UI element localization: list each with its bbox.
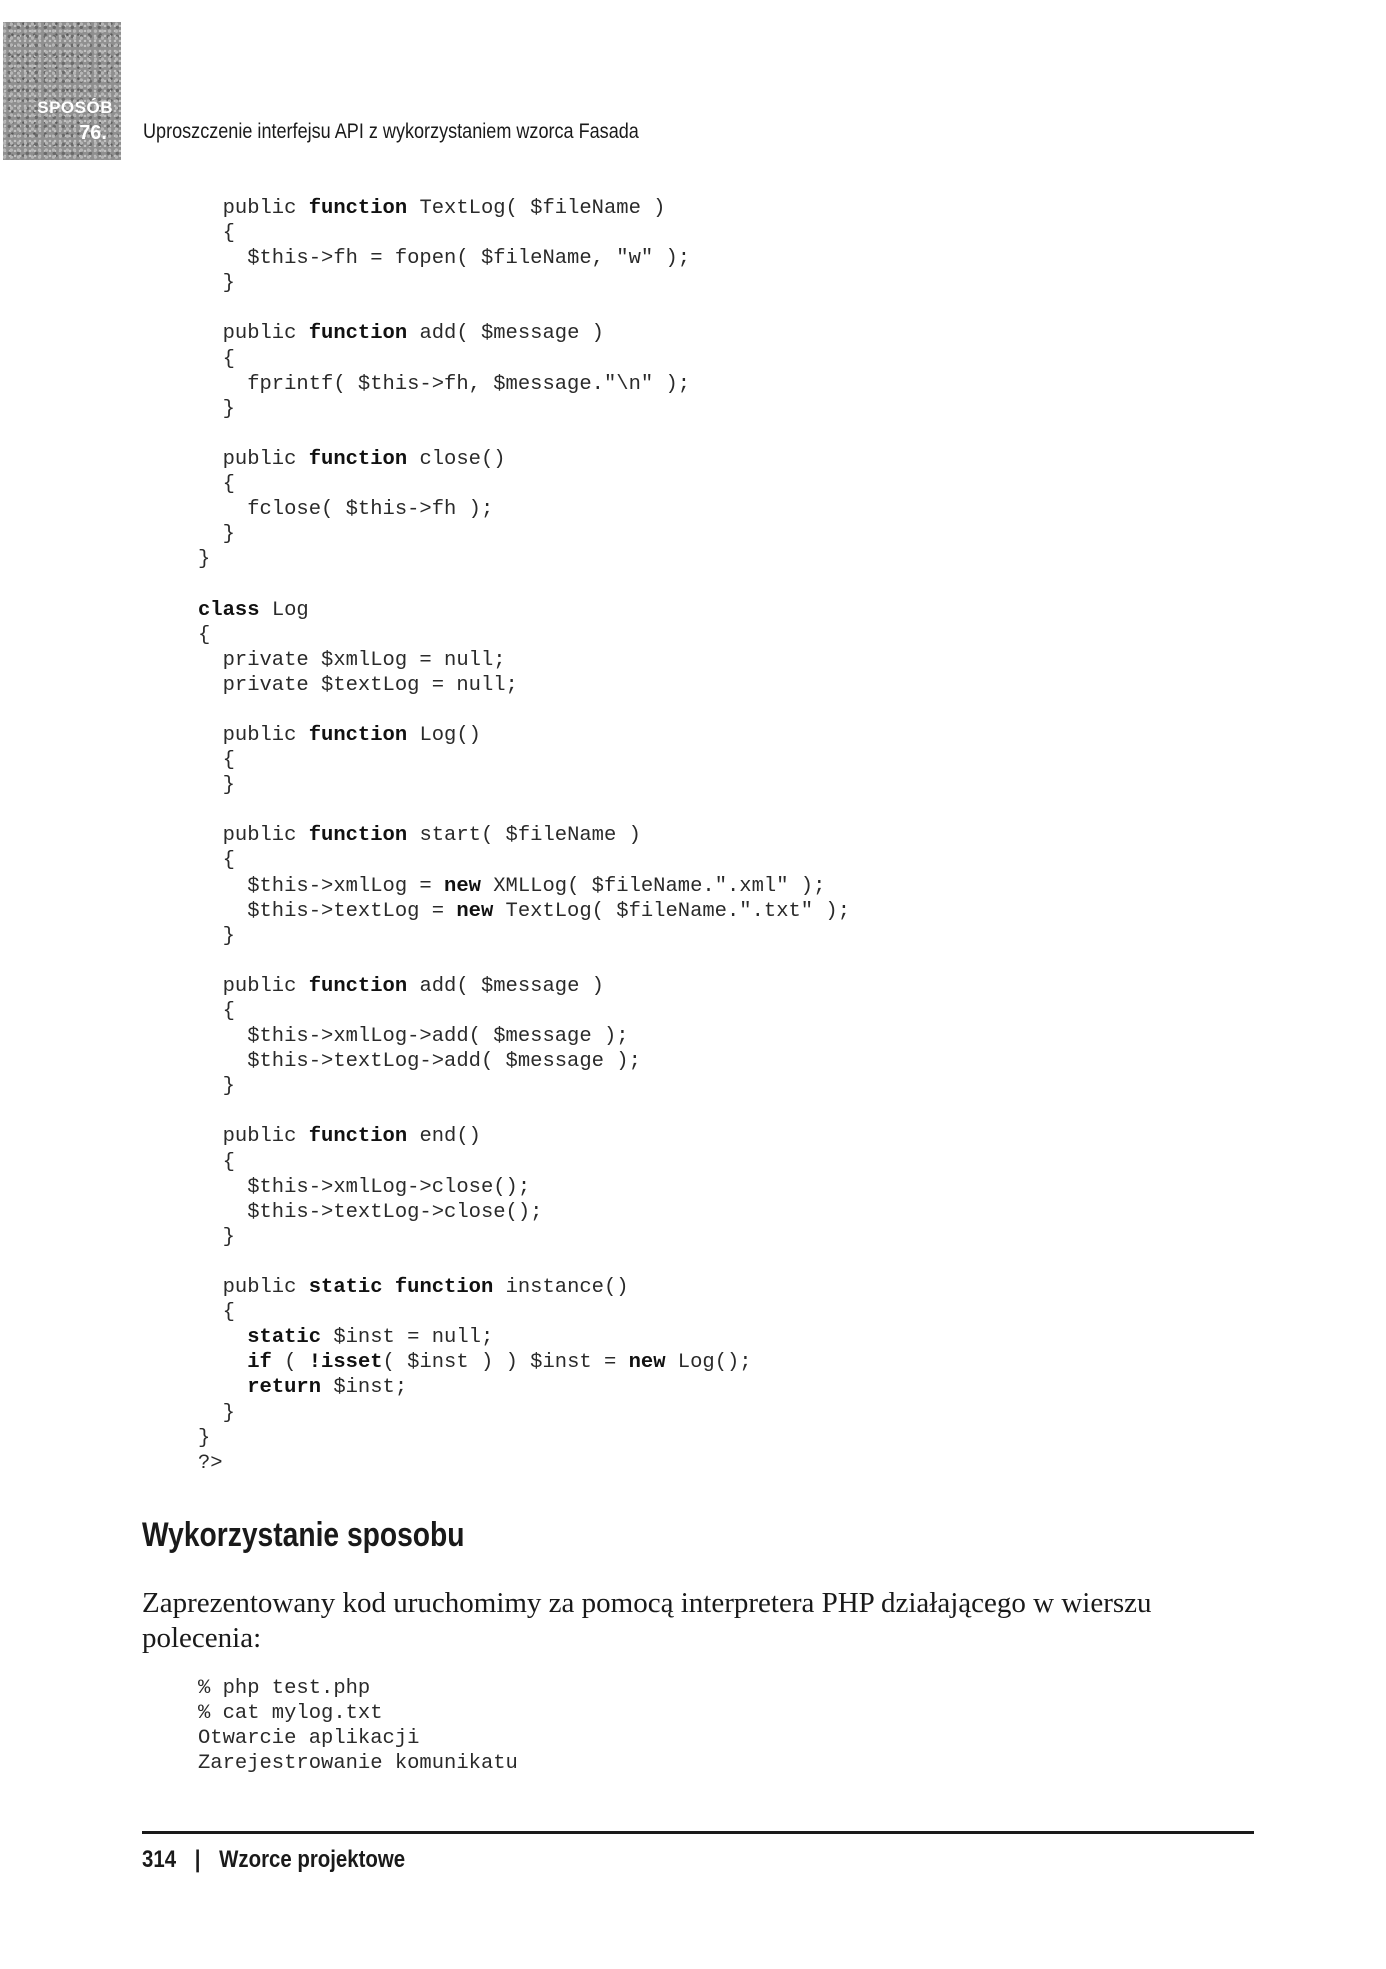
code-keyword: static — [308, 1276, 383, 1300]
code-text: public — [198, 1125, 309, 1149]
code-text: Log() — [407, 723, 481, 747]
code-keyword: function — [308, 723, 408, 747]
code-text: TextLog( $fileName.".txt" ); — [493, 899, 851, 923]
code-line — [198, 849, 235, 872]
code-line — [198, 322, 604, 345]
code-line — [198, 925, 235, 948]
code-text: } — [198, 548, 211, 572]
code-text: ( — [271, 1351, 309, 1375]
code-text: { — [198, 1150, 235, 1174]
code-text: Log — [259, 598, 309, 622]
code-line — [198, 1025, 629, 1048]
code-text: end() — [407, 1125, 481, 1149]
code-listing — [198, 196, 850, 1476]
code-line — [198, 875, 825, 898]
code-line — [198, 724, 481, 747]
code-line — [198, 975, 604, 998]
code-keyword: if — [247, 1351, 272, 1375]
code-keyword: static — [247, 1326, 322, 1350]
code-text: public — [198, 974, 309, 998]
page-number: 314 — [142, 1846, 177, 1873]
code-text: fprintf( $this->fh, $message."\n" ); — [198, 372, 691, 396]
code-text — [198, 1326, 247, 1349]
code-line — [198, 272, 235, 295]
code-text — [198, 1351, 247, 1374]
code-line — [198, 548, 210, 571]
output-listing — [198, 1676, 518, 1776]
footer-rule — [142, 1831, 1254, 1834]
code-text: public — [198, 824, 309, 848]
code-line — [198, 373, 690, 396]
code-text: $inst = null; — [321, 1326, 494, 1350]
code-text: } — [198, 397, 235, 421]
code-text: add( $message ) — [407, 974, 604, 998]
code-line — [198, 1376, 407, 1399]
code-line — [198, 1276, 629, 1299]
code-line — [198, 749, 235, 772]
code-line — [198, 1452, 223, 1475]
code-line — [198, 222, 235, 245]
code-text: } — [198, 1225, 235, 1249]
code-line — [198, 1000, 235, 1023]
code-text: { — [198, 1301, 235, 1325]
code-keyword: function — [308, 1125, 408, 1149]
code-keyword: new — [444, 874, 481, 898]
code-text: start( $fileName ) — [407, 824, 641, 848]
code-line — [198, 599, 309, 622]
code-text: instance() — [493, 1276, 629, 1300]
code-line — [198, 247, 690, 270]
code-text: public — [198, 1276, 309, 1300]
code-keyword: function — [308, 197, 408, 220]
code-text: } — [198, 1075, 235, 1099]
code-line — [198, 398, 235, 421]
code-line — [198, 197, 665, 220]
code-text: private $xmlLog = null; — [198, 648, 506, 672]
code-text: } — [198, 924, 235, 948]
code-text: } — [198, 1401, 235, 1425]
code-keyword: function — [308, 974, 408, 998]
code-line — [198, 348, 235, 371]
code-line — [198, 523, 235, 546]
code-text: private $textLog = null; — [198, 673, 518, 697]
code-line — [198, 1075, 235, 1098]
output-line: % cat mylog.txt — [198, 1702, 383, 1726]
code-line — [198, 674, 518, 697]
code-keyword: function — [394, 1276, 494, 1300]
code-line — [198, 1402, 235, 1425]
code-line — [198, 1301, 235, 1324]
output-line: Otwarcie aplikacji — [198, 1727, 420, 1751]
badge-label: SPOSÓB — [37, 98, 113, 117]
code-keyword: return — [247, 1376, 322, 1400]
code-line — [198, 1427, 210, 1450]
code-text: ?> — [198, 1451, 223, 1475]
code-text: $this->textLog->add( $message ); — [198, 1050, 641, 1074]
code-text: $this->xmlLog->add( $message ); — [198, 1025, 629, 1049]
code-text — [198, 1376, 247, 1399]
code-text: } — [198, 272, 235, 296]
code-text: } — [198, 774, 235, 798]
code-line — [198, 624, 210, 647]
code-text: XMLLog( $fileName.".xml" ); — [480, 874, 826, 898]
code-text: public — [198, 723, 309, 747]
code-text: { — [198, 623, 211, 647]
code-line — [198, 774, 235, 797]
code-text: TextLog( $fileName ) — [407, 197, 666, 220]
code-text: $inst; — [321, 1376, 408, 1400]
code-keyword: new — [628, 1351, 666, 1375]
code-text — [383, 1276, 395, 1299]
code-text: { — [198, 749, 235, 773]
badge-number: 76. — [79, 122, 107, 144]
code-line — [198, 1201, 542, 1224]
code-text: } — [198, 523, 235, 547]
book-title: Wzorce projektowe — [219, 1846, 406, 1873]
code-text: $this->xmlLog->close(); — [198, 1175, 531, 1199]
code-line — [198, 448, 506, 471]
code-line — [198, 1151, 235, 1174]
code-text: add( $message ) — [407, 322, 604, 346]
running-title: Uproszczenie interfejsu API z wykorzystaniem wzorca Fasada — [143, 120, 639, 143]
code-line — [198, 649, 506, 672]
code-text: { — [198, 473, 235, 497]
code-text: $this->fh = fopen( $fileName, "w" ); — [198, 247, 691, 271]
page-footer — [142, 1846, 405, 1874]
code-line — [198, 1326, 493, 1349]
code-text: { — [198, 849, 235, 873]
code-line — [198, 1351, 752, 1374]
code-keyword: function — [308, 322, 408, 346]
code-text: Log(); — [665, 1351, 752, 1375]
code-keyword: function — [308, 447, 408, 471]
code-line — [198, 1125, 481, 1148]
code-keyword: !isset — [308, 1351, 383, 1375]
code-text: close() — [407, 447, 506, 471]
code-text: { — [198, 347, 235, 371]
code-text: fclose( $this->fh ); — [198, 498, 494, 522]
code-line — [198, 473, 235, 496]
output-line: % php test.php — [198, 1677, 371, 1700]
code-keyword: class — [198, 598, 260, 622]
code-text: public — [198, 447, 309, 471]
code-text: } — [198, 1426, 211, 1450]
code-keyword: function — [308, 824, 408, 848]
output-line: Zarejestrowanie komunikatu — [198, 1752, 518, 1776]
code-text: $this->xmlLog = — [198, 874, 445, 898]
code-text: { — [198, 222, 235, 246]
code-line — [198, 1050, 641, 1073]
code-line — [198, 498, 493, 521]
section-heading: Wykorzystanie sposobu — [142, 1516, 465, 1554]
chapter-badge — [3, 22, 121, 160]
code-text: { — [198, 1000, 235, 1023]
body-paragraph: Zaprezentowany kod uruchomimy za pomocą interpretera PHP działającego w wierszu polecenia: — [142, 1587, 1152, 1654]
code-text: public — [198, 197, 309, 220]
code-text: $this->textLog = — [198, 899, 457, 923]
code-line — [198, 1226, 235, 1249]
code-line — [198, 900, 850, 923]
code-text: public — [198, 322, 309, 346]
code-text: $this->textLog->close(); — [198, 1200, 543, 1224]
footer-separator: | — [194, 1846, 201, 1873]
code-text: ( $inst ) ) $inst = — [382, 1351, 629, 1375]
code-keyword: new — [456, 899, 494, 923]
code-line — [198, 824, 641, 847]
code-line — [198, 1176, 530, 1199]
